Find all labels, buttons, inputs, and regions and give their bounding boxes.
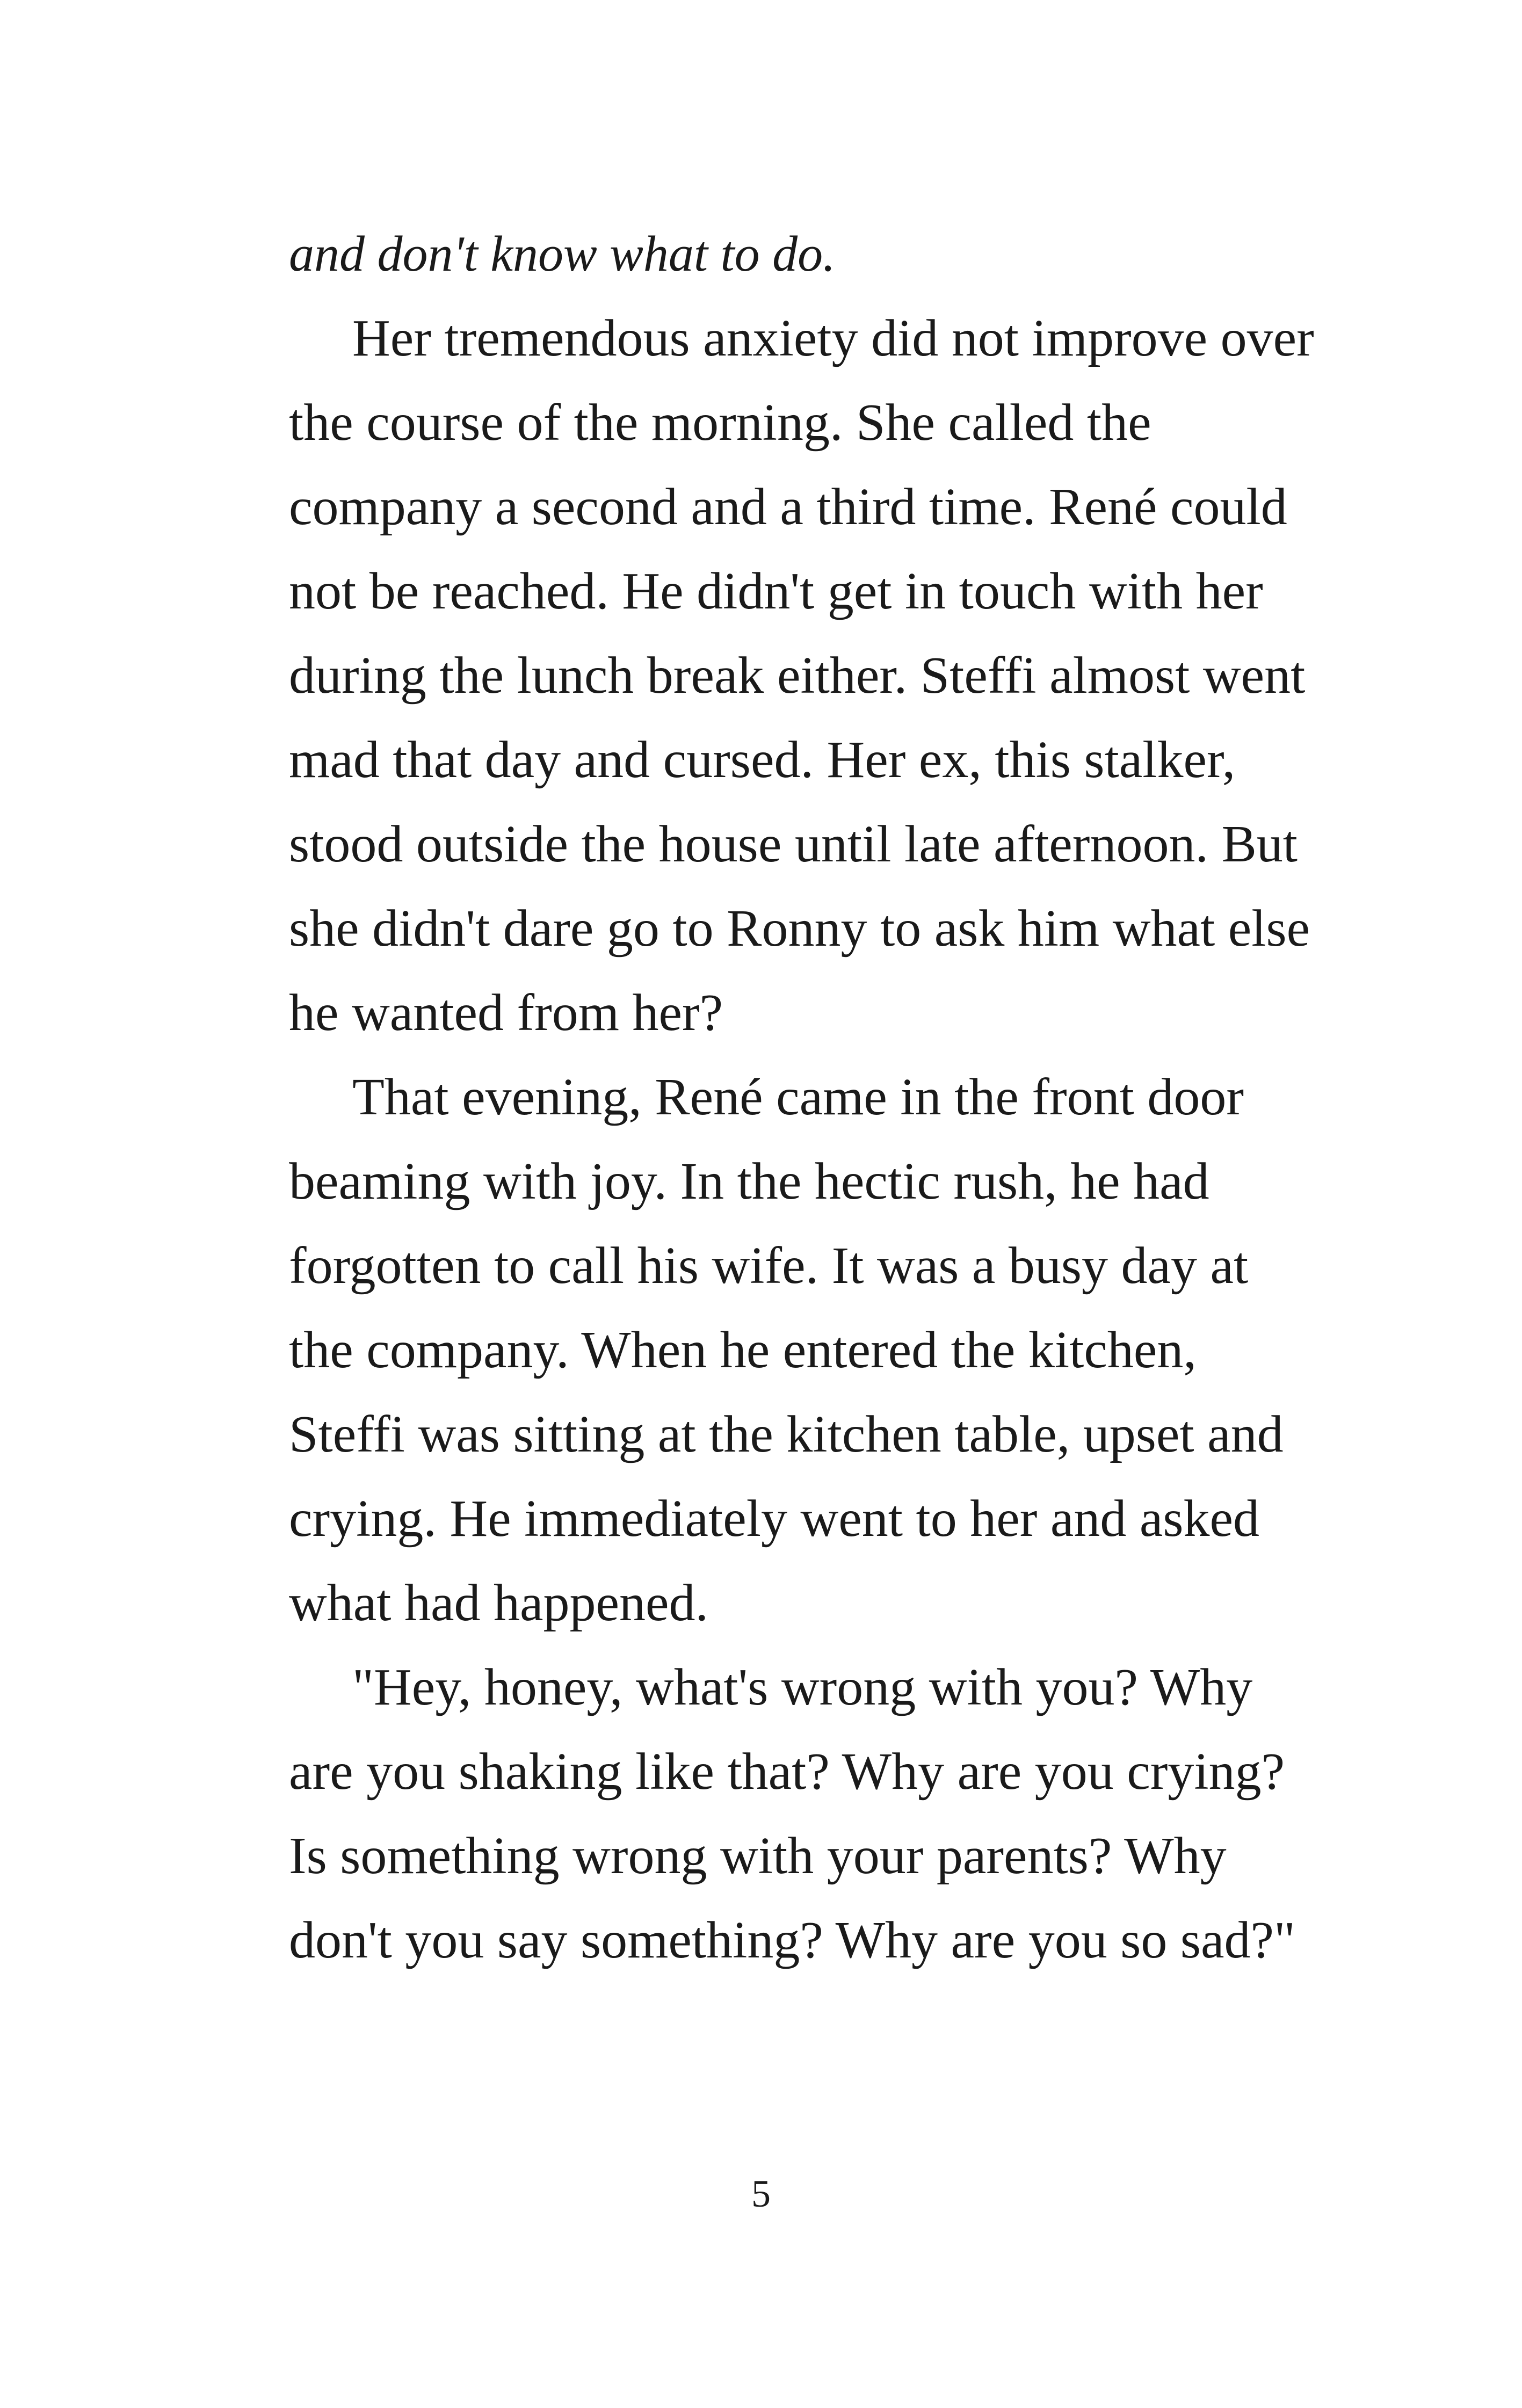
body-text bbox=[289, 212, 1320, 1983]
paragraph-anxiety: Her tremendous anxiety did not improve over the course of the morning. She called the company a second and a third time. René could not be reached. He didn't get in touch with her during the lunch break either. Steffi almost went mad that day and cursed. Her ex, this stalker, stood outside the house until late afternoon. But she didn't dare go to Ronny to ask him what else he wanted from her? bbox=[289, 309, 1314, 1042]
continuation-line: and don't know what to do. bbox=[289, 226, 836, 282]
paragraph-dialogue: "Hey, honey, what's wrong with you? Why are you shaking like that? Why are you crying? Is something wrong with your parents? Why don't you say something? Why are you so sad?" bbox=[289, 1658, 1295, 1969]
paragraph-evening: That evening, René came in the front door beaming with joy. In the hectic rush, he had forgotten to call his wife. It was a busy day at the company. When he entered the kitchen, Steffi was sitting at the kitchen table, upset and crying. He immediately went to her and asked what had happened. bbox=[289, 1068, 1284, 1632]
page-number: 5 bbox=[751, 2172, 771, 2215]
